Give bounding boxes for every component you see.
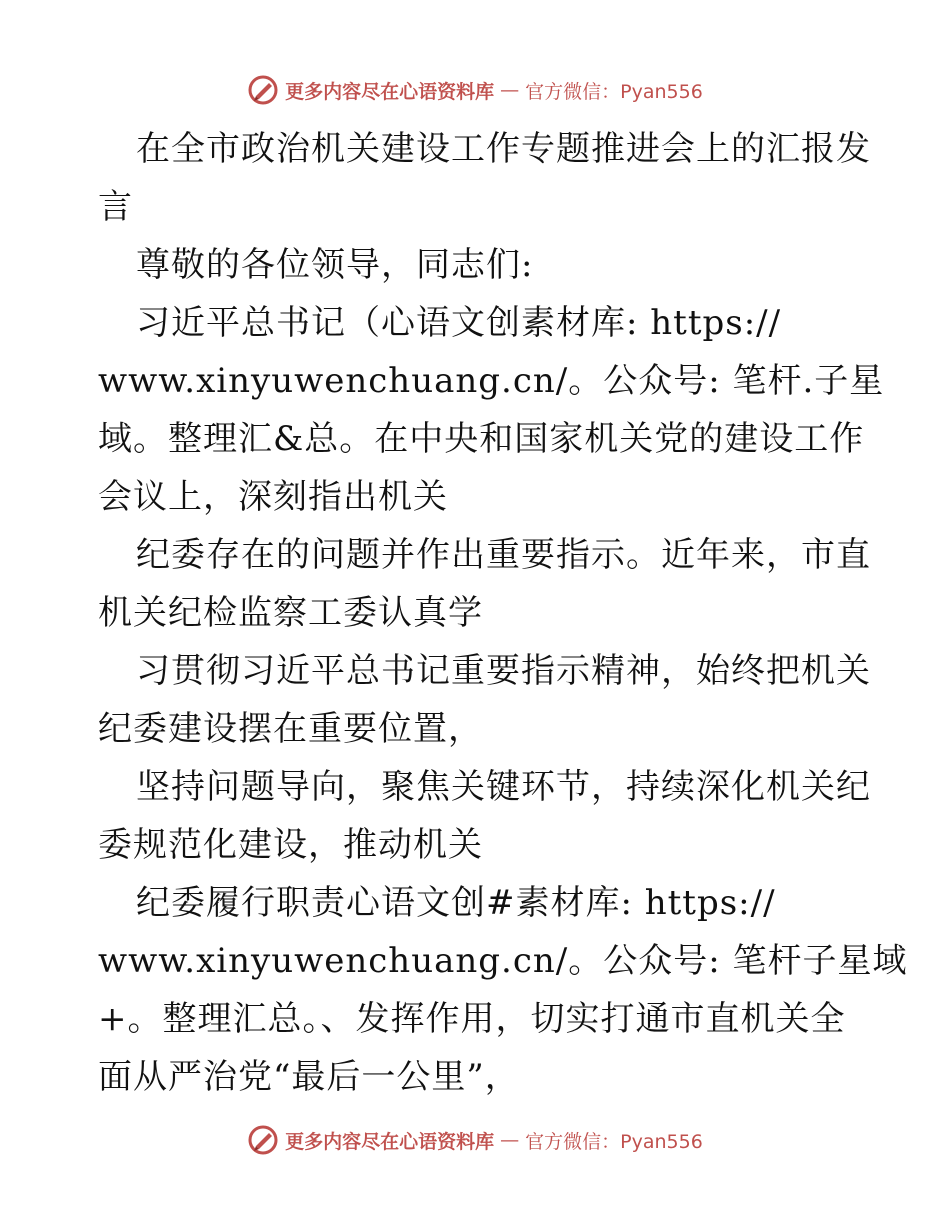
document-body bbox=[98, 120, 908, 1106]
header-banner bbox=[0, 70, 950, 110]
paragraph-line: 纪委存在的问题并作出重要指示。近年来，市直 bbox=[136, 535, 871, 575]
paragraph-line: www.xinyuwenchuang.cn/。公众号: 笔杆子星域 bbox=[98, 941, 908, 981]
document-title-line-2: 言 bbox=[98, 187, 133, 227]
paragraph-line: 面从严治党“最后一公里”， bbox=[98, 1057, 520, 1097]
paragraph-line: 习近平总书记（心语文创素材库: https:// bbox=[136, 303, 782, 343]
header-banner-text: 更多内容尽在心语资料库 bbox=[285, 80, 495, 103]
salutation: 尊敬的各位领导，同志们: bbox=[136, 245, 534, 285]
footer-banner-text: 更多内容尽在心语资料库 bbox=[285, 1130, 495, 1153]
footer-banner bbox=[0, 1120, 950, 1160]
paragraph-line: 会议上，深刻指出机关 bbox=[98, 477, 448, 517]
footer-banner-wechat: 官方微信：Pyan556 bbox=[525, 1130, 703, 1153]
paragraph-line: www.xinyuwenchuang.cn/。公众号: 笔杆.子星 bbox=[98, 361, 885, 401]
paragraph-line: +。整理汇总。、发挥作用，切实打通市直机关全 bbox=[98, 999, 846, 1039]
paragraph-line: 习贯彻习近平总书记重要指示精神，始终把机关 bbox=[136, 651, 871, 691]
paragraph-line: 纪委建设摆在重要位置， bbox=[98, 709, 483, 749]
paragraph-line: 委规范化建设，推动机关 bbox=[98, 825, 483, 865]
pen-logo-icon bbox=[247, 1124, 279, 1156]
footer-banner-dash: — bbox=[500, 1129, 520, 1151]
paragraph-line: 坚持问题导向，聚焦关键环节，持续深化机关纪 bbox=[136, 767, 871, 807]
pen-logo-icon bbox=[247, 74, 279, 106]
paragraph-line: 纪委履行职责心语文创#素材库: https:// bbox=[136, 883, 776, 923]
paragraph-line: 域。整理汇&总。在中央和国家机关党的建设工作 bbox=[98, 419, 865, 459]
document-title-line-1: 在全市政治机关建设工作专题推进会上的汇报发 bbox=[136, 129, 871, 169]
header-banner-dash: — bbox=[500, 79, 520, 101]
header-banner-wechat: 官方微信：Pyan556 bbox=[525, 80, 703, 103]
paragraph-line: 机关纪检监察工委认真学 bbox=[98, 593, 483, 633]
